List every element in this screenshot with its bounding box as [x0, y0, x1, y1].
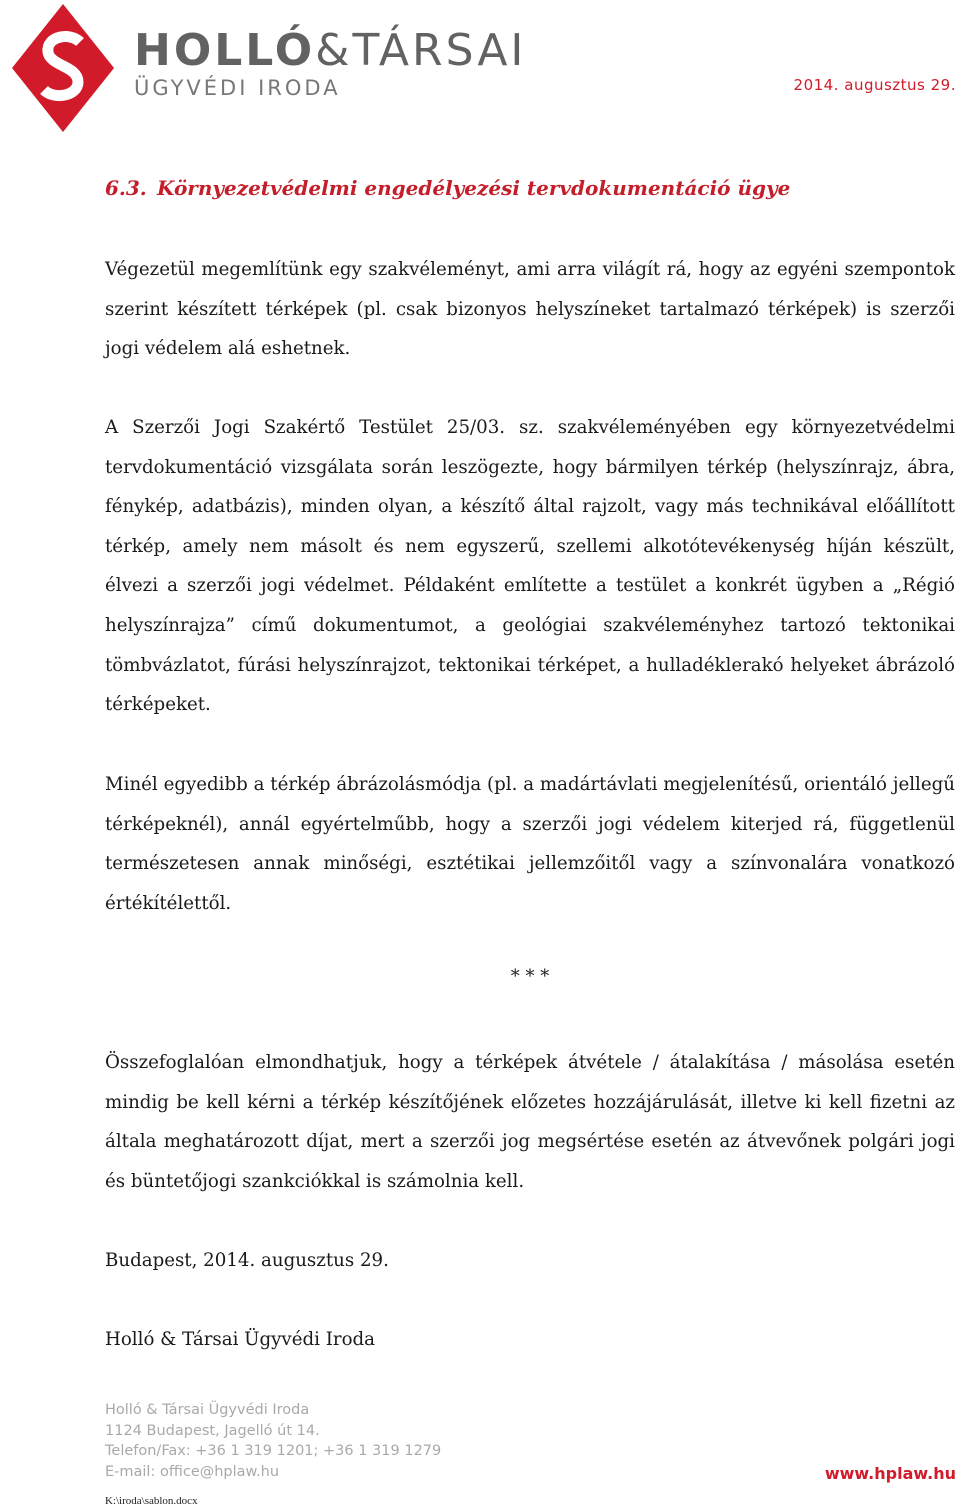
section-heading: [105, 176, 790, 200]
brand-logotype: [134, 26, 526, 100]
brand-name: [134, 26, 526, 76]
footer-phone: Telefon/Fax: +36 1 319 1201; +36 1 319 1279: [105, 1443, 442, 1459]
paragraph: Végezetül megemlítünk egy szakvéleményt, ami arra világít rá, hogy az egyéni szempontok szerint készített térképek (pl. csak bizonyos helyszíneket tartalmazó térképek) is szerzői jogi védelem alá eshetnek.: [105, 259, 955, 360]
paragraph: A Szerzői Jogi Szakértő Testület 25/03. sz. szakvéleményében egy környezetvédelmi tervdokumentáció vizsgálata során leszögezte, hogy bármilyen térkép (helyszínrajz, ábra, fénykép, adatbázis), minden olyan, a készítő által rajzolt, vagy más technikával előállított térkép, amely nem másolt és nem egyszerű, szellemi alkotótevékenység híján készült, élvezi a szerzői jogi védelmet. Példaként említette a testület a konkrét ügyben a „Régió helyszínrajza” című dokumentumot, a geológiai szakvéleményhez tartozó tektonikai tömbvázlatot, fúrási helyszínrajzot, tektonikai térképet, a hulladéklerakó helyeket ábrázoló térképeket.: [105, 417, 955, 716]
footer-address: 1124 Budapest, Jagelló út 14.: [105, 1422, 320, 1439]
signature-line: Holló & Társai Ügyvédi Iroda: [105, 1329, 376, 1350]
brand-name-rest: &TÁRSAI: [315, 25, 527, 76]
section-number: 6.3.: [105, 176, 147, 200]
file-path: K:\iroda\sablon.docx: [105, 1495, 198, 1507]
header-date: 2014. augusztus 29.: [793, 76, 956, 94]
footer-email[interactable]: E-mail: office@hplaw.hu: [105, 1463, 280, 1480]
place-date-line: Budapest, 2014. augusztus 29.: [105, 1250, 389, 1271]
paragraph: Összefoglalóan elmondhatjuk, hogy a térképek átvétele / átalakítása / másolása esetén mindig be kell kérni a térkép készítőjének előzetes hozzájárulását, illetve ki kell fizetni az általa meghatározott díjat, mert a szerzői jog megsértése esetén az átvevőnek polgári jogi és büntetőjogi szankciókkal is számolnia kell.: [105, 1052, 955, 1192]
footer-contact: [105, 1400, 441, 1482]
separator: * * *: [510, 966, 550, 987]
section-title: Környezetvédelmi engedélyezési tervdokumentáció ügye: [157, 176, 791, 200]
hollo-tarsai-logo-icon: [8, 0, 118, 136]
brand-subtitle: ÜGYVÉDI IRODA: [134, 76, 341, 100]
brand-name-bold: HOLLÓ: [134, 25, 316, 76]
footer-website-link[interactable]: www.hplaw.hu: [824, 1464, 956, 1483]
paragraph: Minél egyedibb a térkép ábrázolásmódja (pl. a madártávlati megjelenítésű, orientáló jellegű térképeknél), annál egyértelműbb, hogy a szerzői jogi védelem kiterjed rá, függetlenül természetesen annak minőségi, esztétikai jellemzőitől vagy a színvonalára vonatkozó értékítélettől.: [105, 774, 955, 914]
footer-firm: Holló & Társai Ügyvédi Iroda: [105, 1402, 310, 1418]
